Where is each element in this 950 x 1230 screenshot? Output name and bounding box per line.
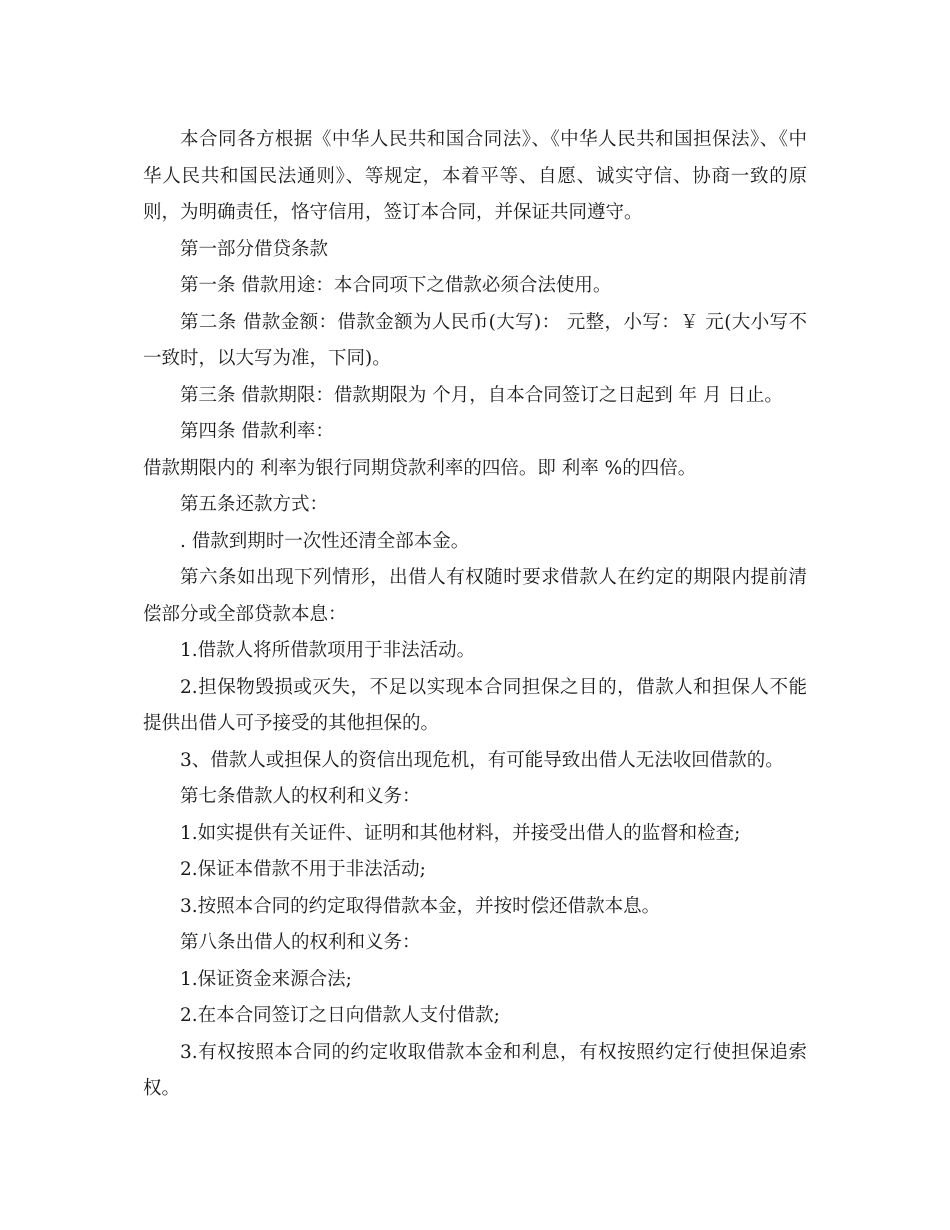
article-7-borrower-heading: 第七条借款人的权利和义务： bbox=[180, 786, 421, 807]
article-8-item-3: 3.有权按照本合同的约定收取借款本金和利息，有权按照约定行使担保追索权。 bbox=[143, 1041, 807, 1099]
article-6-early-repayment: 第六条如出现下列情形，出借人有权随时要求借款人在约定的期限内提前清偿部分或全部贷款本息： bbox=[143, 567, 807, 625]
article-8-item-2: 2.在本合同签订之日向借款人支付借款; bbox=[180, 1005, 500, 1026]
article-8-lender-heading: 第八条出借人的权利和义务： bbox=[180, 932, 421, 953]
article-7-item-1: 1.如实提供有关证件、证明和其他材料，并接受出借人的监督和检查; bbox=[180, 822, 741, 844]
article-4-interest-text: 借款期限内的 利率为银行同期贷款利率的四倍。即 利率 %的四倍。 bbox=[143, 457, 697, 479]
preamble-paragraph: 本合同各方根据《中华人民共和国合同法》、《中华人民共和国担保法》、《中华人民共和国民法通则》、等规定，本着平等、自愿、诚实守信、协商一致的原则，为明确责任，恪守信用，签订本合同，并保证共同遵守。 bbox=[143, 129, 807, 223]
article-7-item-2: 2.保证本借款不用于非法活动; bbox=[180, 859, 426, 880]
article-5-repayment-heading: 第五条还款方式： bbox=[180, 494, 329, 515]
article-6-item-3: 3、借款人或担保人的资信出现危机，有可能导致出借人无法收回借款的。 bbox=[180, 749, 784, 771]
article-8-item-1: 1.保证资金来源合法; bbox=[180, 968, 352, 990]
article-3-loan-term: 第三条 借款期限：借款期限为 个月，自本合同签订之日起到 年 月 日止。 bbox=[180, 384, 783, 406]
section-heading-loan-terms: 第一部分借贷条款 bbox=[180, 238, 329, 260]
article-6-item-1: 1.借款人将所借款项用于非法活动。 bbox=[180, 640, 476, 661]
article-2-loan-amount: 第二条 借款金额：借款金额为人民币(大写)： 元整，小写：￥ 元(大小写不一致时，以大写为准，下同)。 bbox=[143, 311, 807, 369]
article-4-interest-heading: 第四条 借款利率： bbox=[180, 421, 334, 442]
article-6-item-2: 2.担保物毁损或灭失，不足以实现本合同担保之目的，借款人和担保人不能提供出借人可予接受的其他担保的。 bbox=[143, 676, 807, 734]
document-body bbox=[143, 122, 807, 1108]
article-5-repayment-text: . 借款到期时一次性还清全部本金。 bbox=[180, 530, 470, 552]
article-1-loan-purpose: 第一条 借款用途：本合同项下之借款必须合法使用。 bbox=[180, 275, 612, 296]
article-7-item-3: 3.按照本合同的约定取得借款本金，并按时偿还借款本息。 bbox=[180, 895, 661, 917]
